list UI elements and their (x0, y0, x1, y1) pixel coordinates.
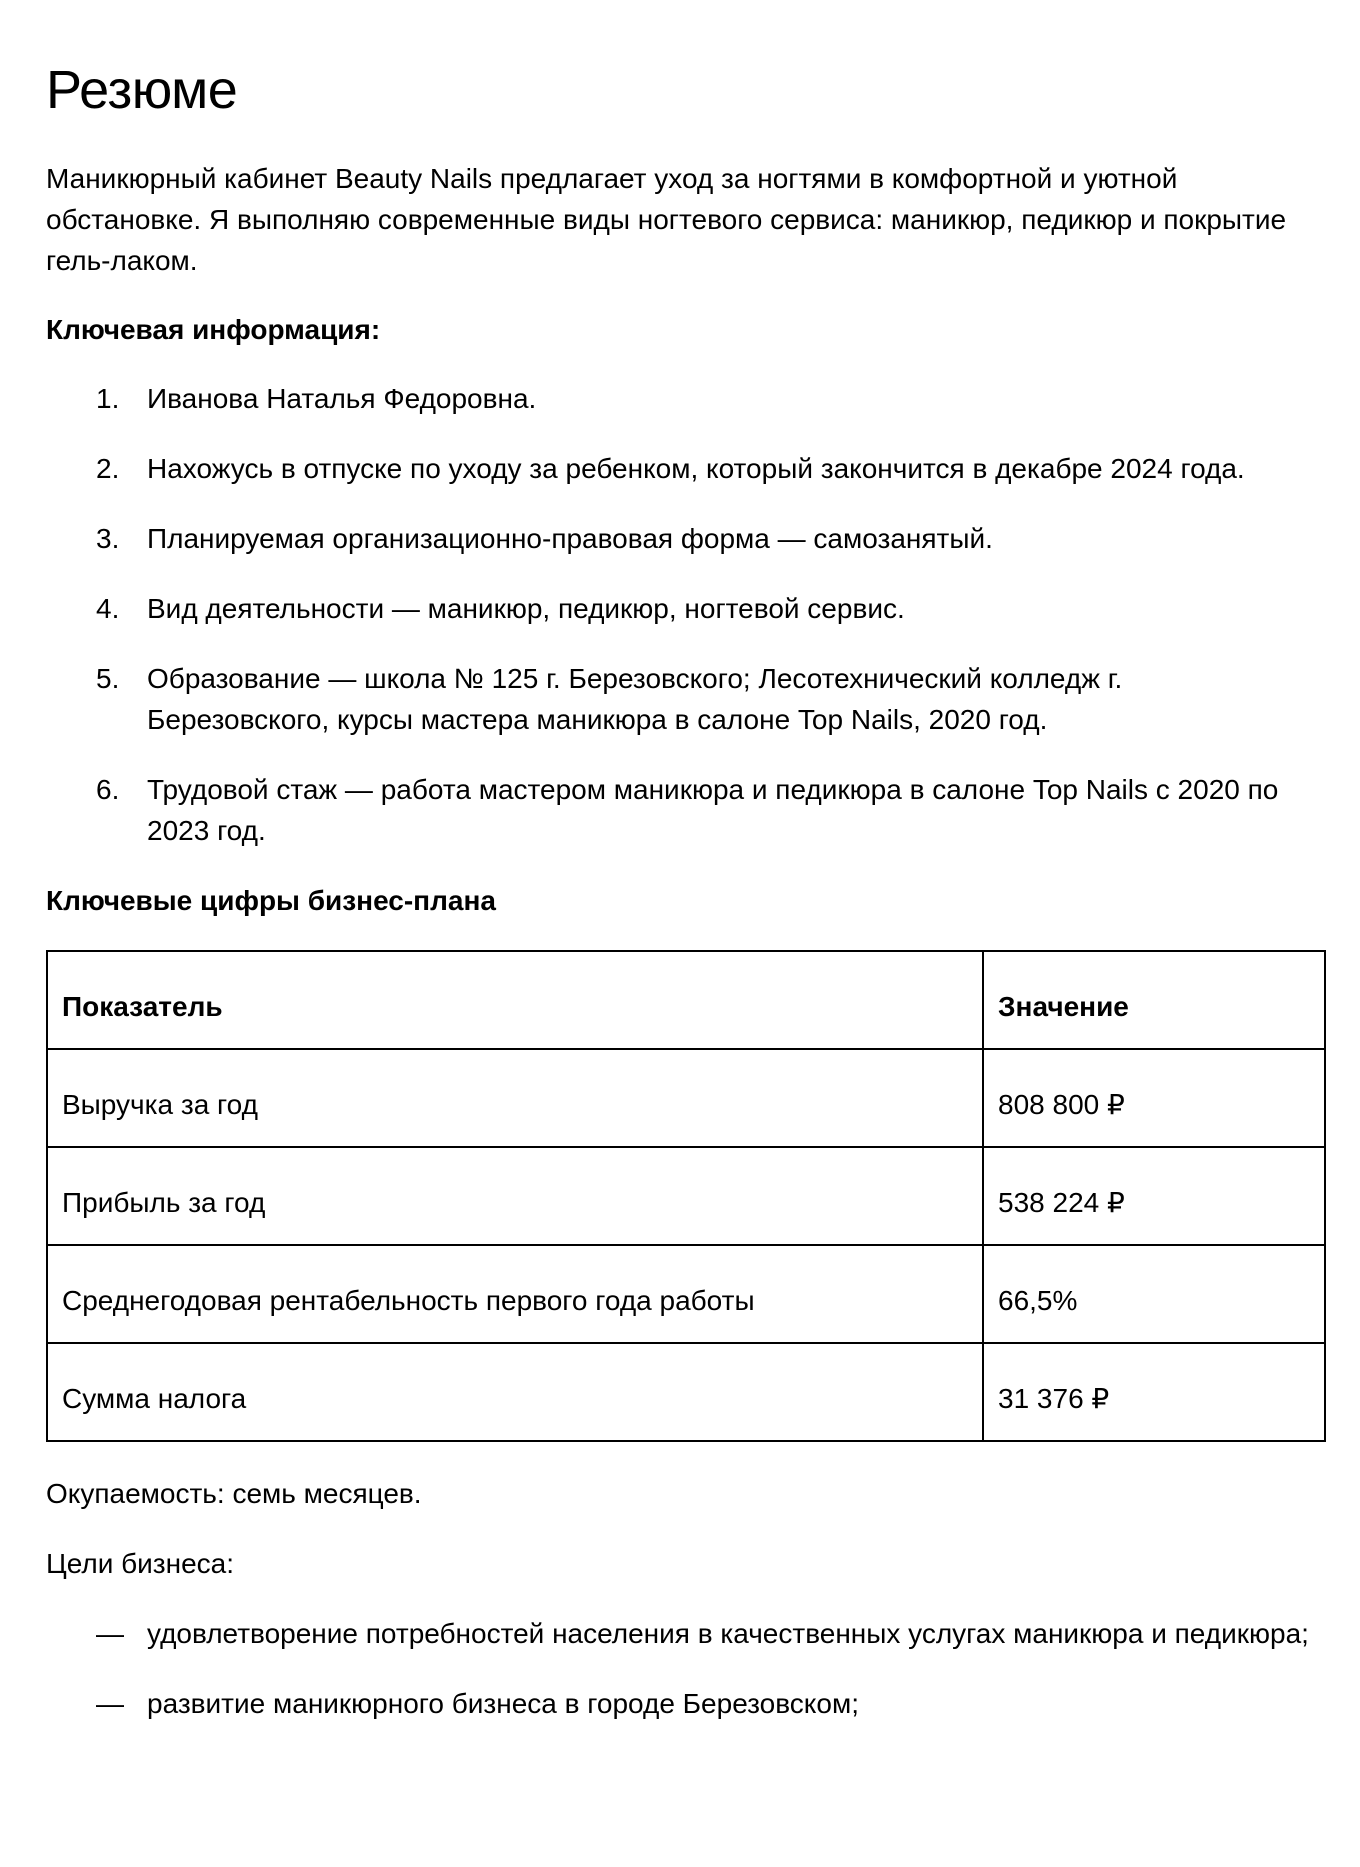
table-row (47, 1343, 1325, 1441)
dash-marker: — (96, 1688, 124, 1719)
list-item-number: 6. (96, 774, 120, 805)
list-item-text: развитие маникюрного бизнеса в городе Березовском; (147, 1688, 859, 1719)
table-cell-value: 31 376 ₽ (983, 1343, 1325, 1441)
table-cell-indicator: Сумма налога (47, 1343, 983, 1441)
list-item-text: Иванова Наталья Федоровна. (147, 383, 537, 414)
list-item (46, 518, 1307, 559)
table-cell-indicator: Прибыль за год (47, 1147, 983, 1245)
goals-title: Цели бизнеса: (46, 1548, 235, 1579)
table-cell-indicator: Среднегодовая рентабельность первого года работы (47, 1245, 983, 1343)
table-cell-indicator: Выручка за год (47, 1049, 983, 1147)
table-row (47, 1049, 1325, 1147)
payback-text: Окупаемость: семь месяцев. (46, 1478, 422, 1509)
header-indicator: Показатель (47, 951, 983, 1049)
key-info-list (46, 378, 1314, 851)
list-item-text: Планируемая организационно-правовая форма — самозанятый. (147, 523, 993, 554)
table-header-row (47, 951, 1325, 1049)
dash-marker: — (96, 1618, 124, 1649)
table-row (47, 1147, 1325, 1245)
page-title: Резюме (46, 60, 238, 120)
list-item-text: Нахожусь в отпуске по уходу за ребенком, который закончится в декабре 2024 года. (147, 453, 1245, 484)
list-item-text: Вид деятельности — маникюр, педикюр, ногтевой сервис. (147, 593, 905, 624)
header-value: Значение (983, 951, 1325, 1049)
table-cell-value: 66,5% (983, 1245, 1325, 1343)
list-item-text: Трудовой стаж — работа мастером маникюра и педикюра в салоне Top Nails с 2020 по 2023 год. (147, 774, 1279, 846)
table-cell-value: 538 224 ₽ (983, 1147, 1325, 1245)
list-item (46, 1613, 1327, 1654)
list-item (46, 448, 1307, 489)
list-item (46, 378, 1307, 419)
list-item (46, 769, 1307, 851)
list-item-number: 2. (96, 453, 120, 484)
list-item-number: 1. (96, 383, 120, 414)
table-cell-value: 808 800 ₽ (983, 1049, 1325, 1147)
list-item (46, 1683, 1327, 1724)
list-item-number: 3. (96, 523, 120, 554)
figures-title: Ключевые цифры бизнес-плана (46, 885, 496, 916)
list-item-text: Образование — школа № 125 г. Березовского; Лесотехнический колледж г. Березовского, курсы мастера маникюра в салоне Top Nails, 2020 год. (147, 663, 1123, 735)
goals-list (46, 1613, 1314, 1724)
list-item-number: 4. (96, 593, 120, 624)
list-item-number: 5. (96, 663, 120, 694)
key-info-title: Ключевая информация: (46, 314, 381, 345)
list-item (46, 588, 1307, 629)
table-row (47, 1245, 1325, 1343)
intro-paragraph: Маникюрный кабинет Beauty Nails предлагает уход за ногтями в комфортной и уютной обстановке. Я выполняю современные виды ногтевого сервиса: маникюр, педикюр и покрытие гель-лаком. (46, 163, 1287, 276)
figures-table (46, 950, 1326, 1442)
list-item (46, 658, 1307, 740)
list-item-text: удовлетворение потребностей населения в качественных услугах маникюра и педикюра; (147, 1618, 1309, 1649)
